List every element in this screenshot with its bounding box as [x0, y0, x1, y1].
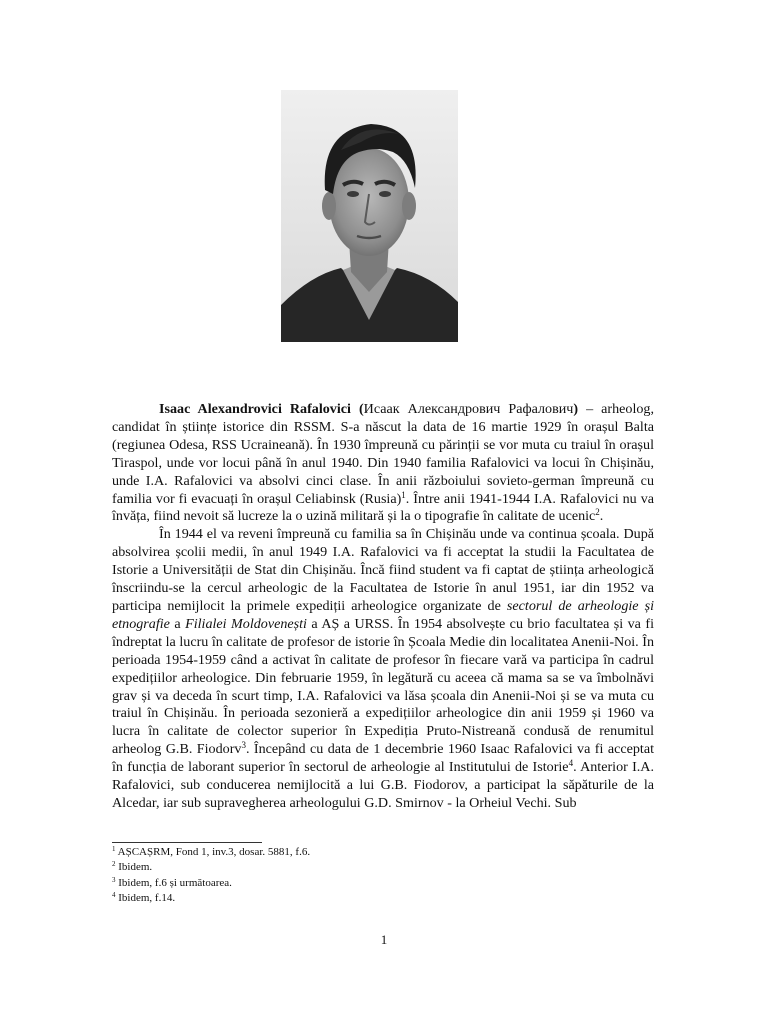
closing-parenthesis: ) [573, 401, 579, 417]
footnotes [112, 845, 654, 906]
paragraph-1-text-b: . Între anii 1941-1944 I.A. Rafalovici nu va învăța, fiind nevoit să lucreze la o uzină militară și la o tipografie în calitate de ucenic [112, 490, 654, 525]
footnote-4 [112, 891, 654, 906]
footnote-ref-3[interactable]: 3 [241, 740, 246, 751]
page-number: 1 [380, 932, 388, 947]
italic-branch-name: Filialei Moldovenești [185, 615, 307, 632]
footnote-text: Ibidem. [115, 861, 153, 874]
paragraph-1-text-c: . [599, 508, 604, 525]
portrait-image [281, 90, 458, 342]
footnote-text: Ibidem, f.14. [115, 891, 176, 904]
paragraph-1 [112, 401, 654, 526]
footnote-ref-2[interactable]: 2 [595, 507, 600, 518]
footnote-number: 3 [112, 875, 116, 884]
footnote-number: 4 [112, 890, 116, 899]
paragraph-2-text-a: În 1944 el va reveni împreună cu familia sa în Chișinău unde va continua școala. După absolvirea școlii medii, în anul 1949 I.A. Rafalovici va fi acceptat la studii la Facultatea de Istorie a Universității de Stat din Chișinău. Încă fiind student va fi captat de știința arheologică înscriindu-se la cercul arheologic de la Facultatea de Istorie în anul 1951, iar din 1952 va participa nemijlocit la primele expediții arheologice organizate de [112, 526, 654, 614]
paragraph-1-text-a: – arheolog, candidat în științe istorice din RSSM. S-a născut la data de 16 martie 1929 în orașul Balta (regiunea Odesa, RSS Ucraineană). În 1930 împreună cu părinții se vor muta cu traiul în orașul Tiraspol, unde vor locui până în anul 1940. Din 1940 familia Rafalovici va locui în Chișinău, unde I.A. Rafalovici va absolvi cinci clase. În anii războiului sovieto-german împreună cu familia vor fi evacuați în orașul Celiabinsk (Rusia) [112, 401, 654, 507]
person-name: Isaac Alexandrovici Rafalovici ( [159, 401, 364, 417]
paragraph-2-text-c: a AȘ a URSS. În 1954 absolvește cu brio facultatea și va fi îndreptat la lucru în calitate de profesor de istorie în Școala Medie din localitatea Anenii-Noi. În perioada 1954-1959 când a activat în calitate de profesor în fiecare vară va participa în cadrul expedițiilor arheologice. Din februarie 1959, în legătură cu aceea că mama sa se va îmbolnăvi grav și va deceda în scurt timp, I.A. Rafalovici va lăsa școala din Anenii-Noi și se va muta cu traiul în Chișinău. În perioada sezonieră a expedițiilor arheologice din anii 1959 și 1960 va lucra în calitate de colector superior în Expediția Pruto-Nistreană condusă de renumitul arheolog G.B. Fiodorv [112, 615, 654, 758]
paragraph-2-text-d: . Începând cu data de 1 decembrie 1960 Isaac Rafalovici va fi acceptat în funcția de laborant superior în sectorul de arheologie al Institutului de Istorie [112, 741, 654, 776]
person-name-cyrillic: Исаак Александрович Рафалович [363, 401, 574, 417]
footnote-number: 1 [112, 845, 116, 853]
footnote-text: AȘCAȘRM, Fond 1, inv.3, dosar. 5881, f.6. [115, 846, 311, 858]
footnote-2 [112, 860, 654, 875]
paragraph-2 [112, 526, 654, 813]
biography-text [112, 401, 654, 813]
footnote-text: Ibidem, f.6 și următoarea. [115, 876, 232, 889]
italic-sector-name: sectorul de arheologie și etnografie [112, 597, 654, 632]
footnote-1 [112, 845, 654, 860]
footnote-3 [112, 876, 654, 891]
footnote-separator [112, 842, 262, 843]
paragraph-2-text-e: . Anterior I.A. Rafalovici, sub conducerea nemijlocită a lui G.B. Fiodorov, a participat la săpăturile de la Alcedar, iar sub supravegherea arheologului G.D. Smirnov - la Orheiul Vechi. Sub [112, 759, 654, 811]
paragraph-2-text-b: a [169, 615, 186, 632]
footnote-ref-4[interactable]: 4 [568, 758, 574, 769]
portrait-photo [281, 90, 458, 342]
footnote-ref-1[interactable]: 1 [401, 489, 406, 500]
footnote-number: 2 [112, 860, 116, 869]
